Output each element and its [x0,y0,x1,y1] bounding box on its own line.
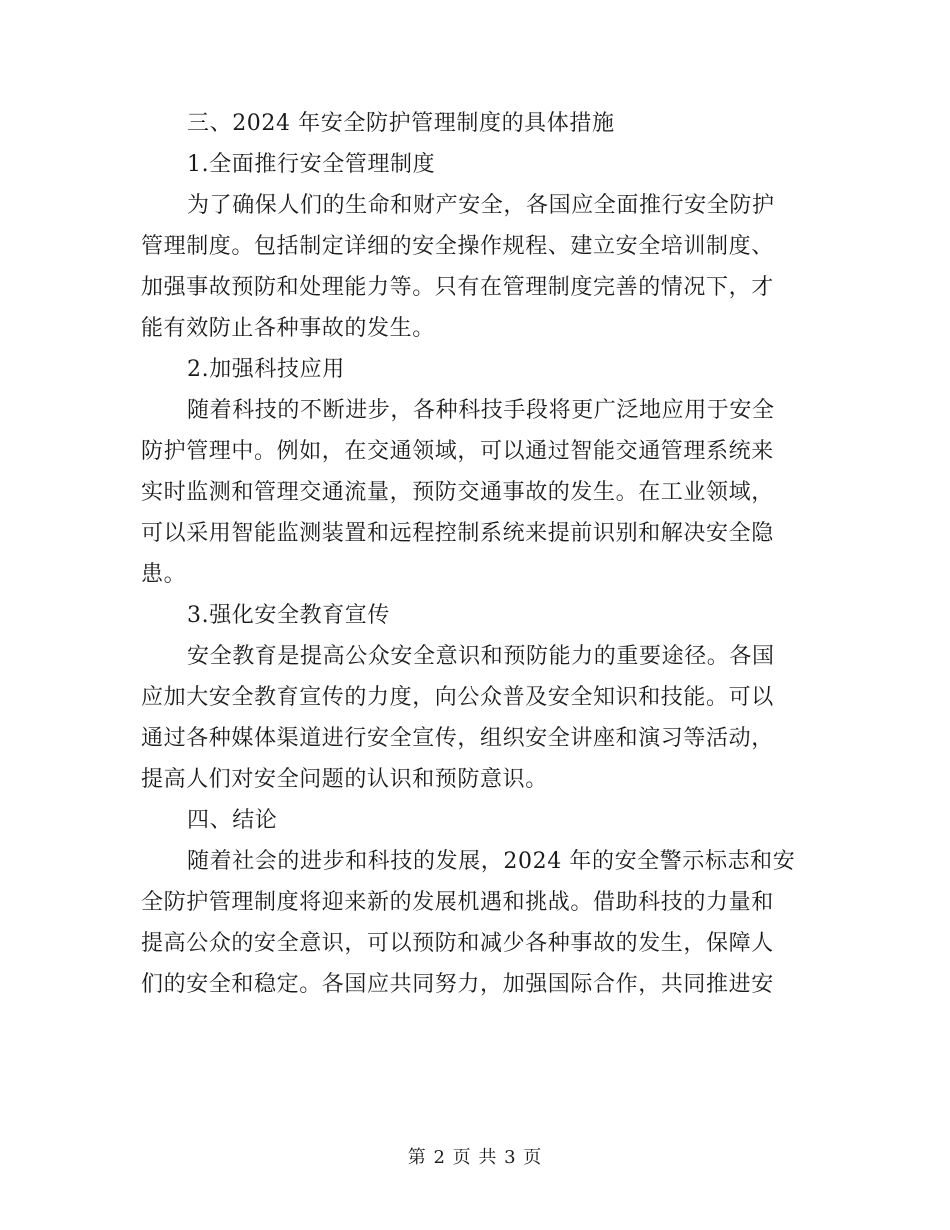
paragraph-line: 随着社会的进步和科技的发展，2024 年的安全警示标志和安 [187,849,796,874]
paragraph-line: 可以采用智能监测装置和远程控制系统来提前识别和解决安全隐 [141,521,774,546]
paragraph-line: 为了确保人们的生命和财产安全，各国应全面推行安全防护 [187,193,775,218]
section-heading-measures: 三、2024 年安全防护管理制度的具体措施 [187,111,615,136]
document-body [141,103,801,1005]
subheading-education: 3.强化安全教育宣传 [187,603,390,628]
paragraph-line: 管理制度。包括制定详细的安全操作规程、建立安全培训制度、 [141,234,774,259]
paragraph-line: 全防护管理制度将迎来新的发展机遇和挑战。借助科技的力量和 [141,890,774,915]
paragraph-line: 通过各种媒体渠道进行安全宣传，组织安全讲座和演习等活动， [141,726,774,751]
paragraph-line: 能有效防止各种事故的发生。 [141,316,435,341]
paragraph-line: 提高公众的安全意识，可以预防和减少各种事故的发生，保障人 [141,931,774,956]
paragraph-line: 安全教育是提高公众安全意识和预防能力的重要途径。各国 [187,644,775,669]
paragraph-line: 患。 [141,562,187,587]
subheading-management-system: 1.全面推行安全管理制度 [187,152,436,177]
subheading-technology: 2.加强科技应用 [187,357,345,382]
paragraph-line: 加强事故预防和处理能力等。只有在管理制度完善的情况下，才 [141,275,774,300]
paragraph-line: 实时监测和管理交通流量，预防交通事故的发生。在工业领域， [141,480,774,505]
paragraph-line: 防护管理中。例如，在交通领域，可以通过智能交通管理系统来 [141,439,774,464]
paragraph-line: 应加大安全教育宣传的力度，向公众普及安全知识和技能。可以 [141,685,774,710]
paragraph-line: 随着科技的不断进步，各种科技手段将更广泛地应用于安全 [187,398,775,423]
page-number-footer: 第 2 页 共 3 页 [407,1147,543,1168]
paragraph-line: 提高人们对安全问题的认识和预防意识。 [141,767,548,792]
section-heading-conclusion: 四、结论 [187,808,278,833]
paragraph-line: 们的安全和稳定。各国应共同努力，加强国际合作，共同推进安 [141,972,774,997]
